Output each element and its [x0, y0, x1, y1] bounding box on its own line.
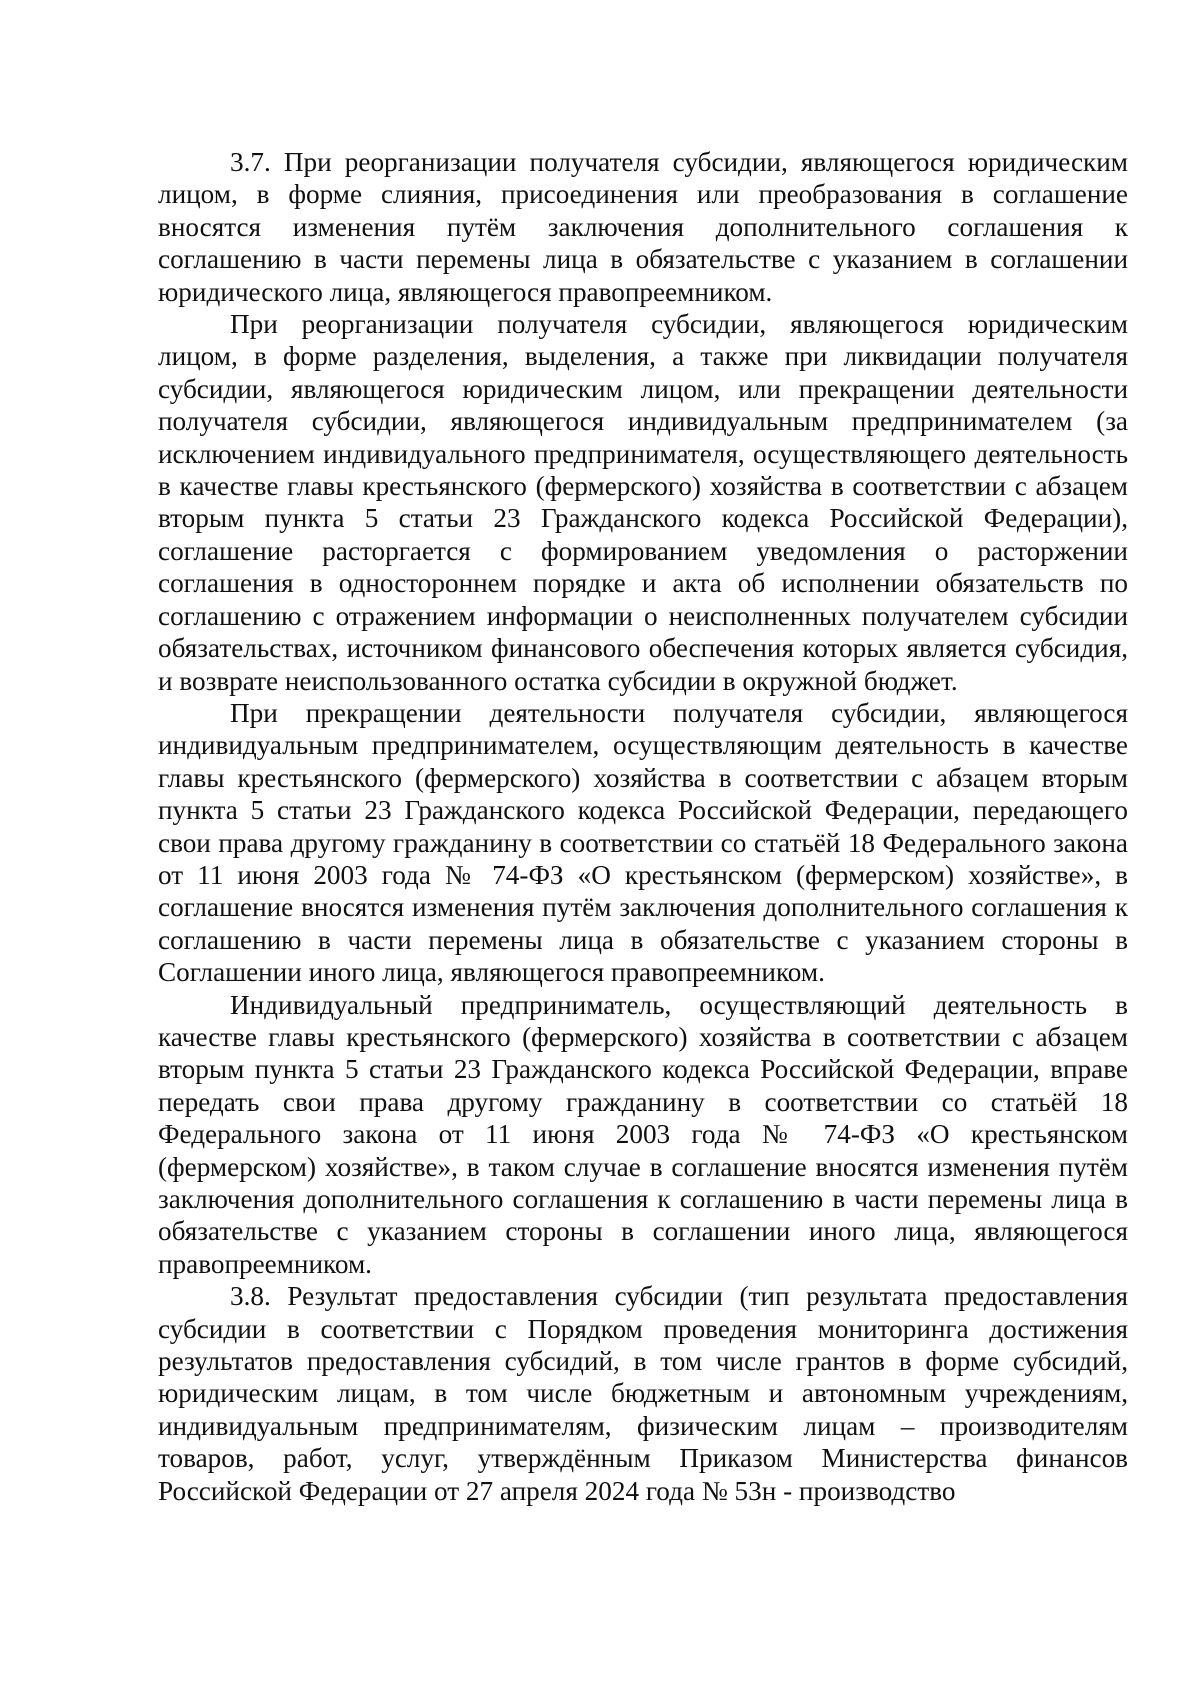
paragraph-rights-transfer: Индивидуальный предприниматель, осуществляющий деятельность в качестве главы крестьянского (фермерского) хозяйства в соответствии с абзацем вторым пункта 5 статьи 23 Гражданского кодекса Российской Федерации, вправе передать свои права другому гражданину в соответствии со статьёй 18 Федерального закона от 11 июня 2003 года № 74-ФЗ «О крестьянском (фермерском) хозяйстве», в таком случае в соглашение вносятся изменения путём заключения дополнительного соглашения к соглашению в части перемены лица в обязательстве с указанием стороны в соглашении иного лица, являющегося правопреемником. — [158, 989, 1128, 1279]
paragraph-3-8: 3.8. Результат предоставления субсидии (тип результата предоставления субсидии в соответствии с Порядком проведения мониторинга достижения результатов предоставления субсидий, в том числе грантов в форме субсидий, юридическим лицам, в том числе бюджетным и автономным учреждениям, индивидуальным предпринимателям, физическим лицам – производителям товаров, работ, услуг, утверждённым Приказом Министерства финансов Российской Федерации от 27 апреля 2024 года № 53н - производство — [158, 1281, 1128, 1506]
document-body — [158, 146, 1128, 1507]
paragraph-3-7: 3.7. При реорганизации получателя субсидии, являющегося юридическим лицом, в форме слияния, присоединения или преобразования в соглашение вносятся изменения путём заключения дополнительного соглашения к соглашению в части перемены лица в обязательстве с указанием в соглашении юридического лица, являющегося правопреемником. — [158, 147, 1128, 307]
paragraph-termination-farm-head: При прекращении деятельности получателя субсидии, являющегося индивидуальным предпринимателем, осуществляющим деятельность в качестве главы крестьянского (фермерского) хозяйства в соответствии с абзацем вторым пункта 5 статьи 23 Гражданского кодекса Российской Федерации, передающего свои права другому гражданину в соответствии со статьёй 18 Федерального закона от 11 июня 2003 года № 74-ФЗ «О крестьянском (фермерском) хозяйстве», в соглашение вносятся изменения путём заключения дополнительного соглашения к соглашению в части перемены лица в обязательстве с указанием стороны в Соглашении иного лица, являющегося правопреемником. — [158, 697, 1128, 988]
paragraph-reorganization-division: При реорганизации получателя субсидии, являющегося юридическим лицом, в форме разделения, выделения, а также при ликвидации получателя субсидии, являющегося юридическим лицом, или прекращении деятельности получателя субсидии, являющегося индивидуальным предпринимателем (за исключением индивидуального предпринимателя, осуществляющего деятельность в качестве главы крестьянского (фермерского) хозяйства в соответствии с абзацем вторым пункта 5 статьи 23 Гражданского кодекса Российской Федерации), соглашение расторгается с формированием уведомления о расторжении соглашения в одностороннем порядке и акта об исполнении обязательств по соглашению с отражением информации о неисполненных получателем субсидии обязательствах, источником финансового обеспечения которых является субсидия, и возврате неиспользованного остатка субсидии в окружной бюджет. — [158, 309, 1128, 696]
